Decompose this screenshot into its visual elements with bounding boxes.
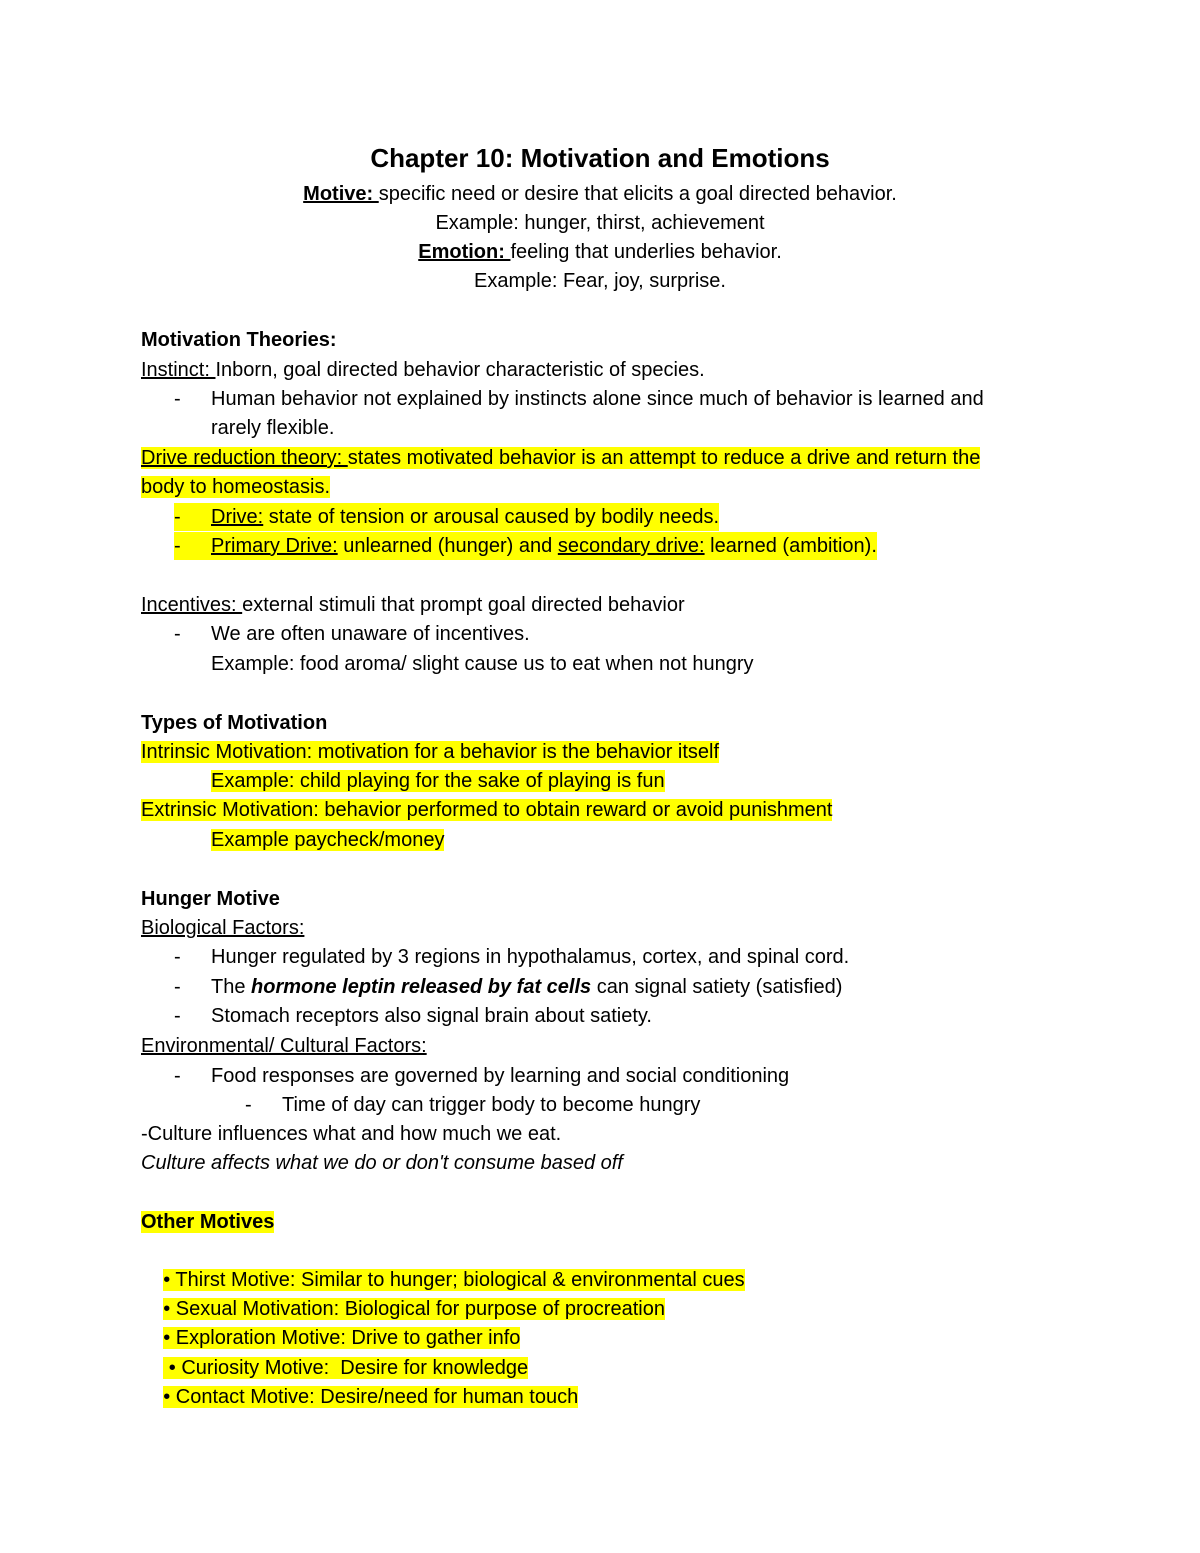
exploration-motive: • Exploration Motive: Drive to gather info xyxy=(163,1327,521,1349)
instinct-line xyxy=(141,356,1200,384)
extrinsic-example-line xyxy=(211,826,1200,854)
bullet-dash: - xyxy=(245,1094,252,1116)
culture-line-1: -Culture influences what and how much we eat. xyxy=(141,1123,562,1145)
bio-item-2-post: can signal satiety (satisfied) xyxy=(591,976,843,998)
intrinsic-text: Intrinsic Motivation: motivation for a behavior is the behavior itself xyxy=(141,741,720,763)
emotion-definition xyxy=(0,238,1200,266)
motive-def: specific need or desire that elicits a goal directed behavior. xyxy=(378,183,897,205)
bio-item-3 xyxy=(0,1002,1200,1030)
bullet-dash: - xyxy=(174,976,181,998)
drive-reduction-line-2 xyxy=(141,473,1200,501)
extrinsic-text: Extrinsic Motivation: behavior performed to obtain reward or avoid punishment xyxy=(141,799,833,821)
env-item-1-text: Food responses are governed by learning and social conditioning xyxy=(211,1065,790,1087)
motive-term: Motive: xyxy=(303,183,379,205)
incentives-def: external stimuli that prompt goal directed behavior xyxy=(242,594,685,616)
incentives-example: Example: food aroma/ slight cause us to eat when not hungry xyxy=(211,653,754,675)
instinct-def: Inborn, goal directed behavior characteristic of species. xyxy=(215,359,705,381)
emotion-example: Example: Fear, joy, surprise. xyxy=(474,270,726,292)
bio-item-1 xyxy=(0,943,1200,971)
environmental-factors-heading: Environmental/ Cultural Factors: xyxy=(141,1035,427,1057)
culture-line-2: Culture affects what we do or don't consume based off xyxy=(141,1152,623,1174)
incentives-term: Incentives: xyxy=(141,594,243,616)
extrinsic-example: Example paycheck/money xyxy=(211,829,445,851)
emotion-term: Emotion: xyxy=(418,241,511,263)
bullet-dash: - xyxy=(174,946,181,968)
other-motive-item xyxy=(141,1238,1200,1291)
motive-example: Example: hunger, thirst, achievement xyxy=(435,212,765,234)
leptin-emphasis: hormone leptin released by fat cells xyxy=(251,976,592,998)
drive-reduction-term: Drive reduction theory: xyxy=(141,447,348,469)
bullet-dash: - xyxy=(174,388,181,410)
extrinsic-line xyxy=(141,796,1200,824)
secondary-drive-def: learned (ambition). xyxy=(704,535,877,557)
bullet-dash: - xyxy=(174,532,211,560)
drive-reduction-line xyxy=(141,444,1200,472)
incentives-line xyxy=(141,591,1200,619)
other-motive-item xyxy=(141,1326,1200,1379)
bullet-dash: - xyxy=(174,503,211,531)
primary-drive-def: unlearned (hunger) and xyxy=(337,535,558,557)
types-heading: Types of Motivation xyxy=(141,712,328,734)
thirst-motive: • Thirst Motive: Similar to hunger; biological & environmental cues xyxy=(163,1269,745,1291)
bio-item-2-pre: The xyxy=(211,976,252,998)
env-item-1 xyxy=(0,1062,1200,1090)
intrinsic-example-line xyxy=(211,767,1200,795)
bio-item-2 xyxy=(0,973,1200,1001)
drive-def: state of tension or arousal caused by bodily needs. xyxy=(263,506,720,528)
page-title: Chapter 10: Motivation and Emotions xyxy=(370,143,830,173)
incentives-note-text: We are often unaware of incentives. xyxy=(211,623,530,645)
motive-definition xyxy=(0,180,1200,208)
drive-reduction-def-2: body to homeostasis. xyxy=(141,476,330,498)
other-motive-item xyxy=(141,1296,1200,1349)
primary-drive-bullet xyxy=(0,532,1200,560)
biological-factors-heading: Biological Factors: xyxy=(141,917,305,939)
drive-reduction-def: states motivated behavior is an attempt to reduce a drive and return the xyxy=(347,447,981,469)
other-motive-item xyxy=(141,1267,1200,1320)
other-motives-heading: Other Motives xyxy=(141,1211,275,1233)
drive-bullet xyxy=(0,503,1200,531)
other-motives-heading-line xyxy=(141,1208,1200,1236)
sexual-motivation: • Sexual Motivation: Biological for purpose of procreation xyxy=(163,1298,665,1320)
bio-item-3-text: Stomach receptors also signal brain about satiety. xyxy=(211,1005,652,1027)
env-subitem-1-text: Time of day can trigger body to become hungry xyxy=(282,1094,701,1116)
bullet-dash: - xyxy=(174,1005,181,1027)
primary-drive-term: Primary Drive: xyxy=(211,535,338,557)
contact-motive: • Contact Motive: Desire/need for human touch xyxy=(163,1386,579,1408)
bio-item-2-text xyxy=(211,973,842,1001)
secondary-drive-term: secondary drive: xyxy=(557,535,705,557)
theories-heading: Motivation Theories: xyxy=(141,329,337,351)
other-motive-item xyxy=(141,1355,1200,1408)
hunger-heading: Hunger Motive xyxy=(141,888,280,910)
curiosity-motive: • Curiosity Motive: Desire for knowledge xyxy=(163,1357,529,1379)
bio-item-1-text: Hunger regulated by 3 regions in hypothalamus, cortex, and spinal cord. xyxy=(211,946,850,968)
emotion-def: feeling that underlies behavior. xyxy=(510,241,782,263)
instinct-note-line-1: Human behavior not explained by instincts alone since much of behavior is learned and xyxy=(211,388,984,410)
intrinsic-example: Example: child playing for the sake of playing is fun xyxy=(211,770,665,792)
intrinsic-line xyxy=(141,738,1200,766)
primary-drive-text xyxy=(211,532,877,560)
instinct-note-line-2: rarely flexible. xyxy=(211,417,335,439)
instinct-note xyxy=(0,385,1200,413)
incentives-note xyxy=(0,620,1200,648)
instinct-term: Instinct: xyxy=(141,359,216,381)
drive-bullet-text xyxy=(211,503,719,531)
env-subitem-1 xyxy=(0,1091,1200,1119)
bullet-dash: - xyxy=(174,1065,181,1087)
bullet-dash: - xyxy=(174,623,181,645)
drive-term: Drive: xyxy=(211,506,264,528)
